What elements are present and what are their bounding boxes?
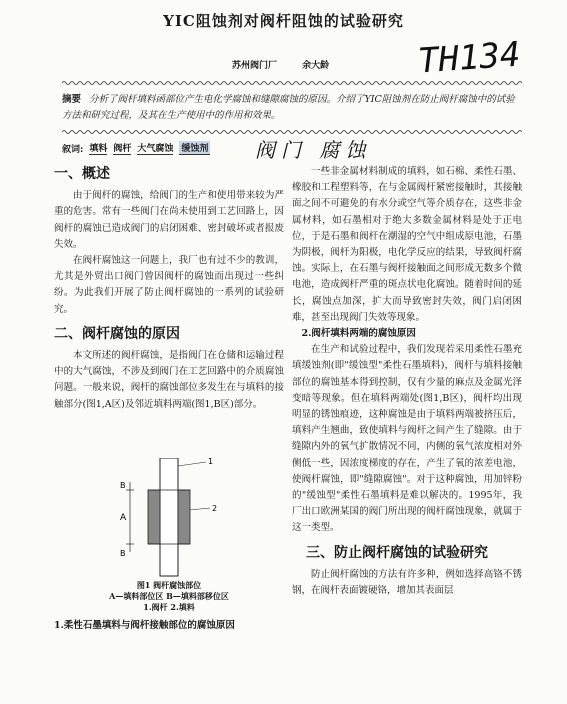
author-name: 余大龄 — [302, 61, 330, 71]
author-affiliation: 苏州阀门厂 — [232, 61, 278, 71]
subsection-heading: 2.阀杆填料两端的腐蚀原因 — [301, 328, 416, 340]
figure-caption-legend: A—填料部位区 B—填料部移位区 — [109, 591, 229, 601]
keyword: 大气腐蚀 — [137, 141, 173, 155]
author-line — [232, 58, 351, 71]
left-column — [54, 166, 284, 413]
keyword-highlighted: 缓蚀剂 — [179, 141, 210, 155]
paragraph: 防止阀杆腐蚀的方法有许多种，例如选择高铬不锈钢，在阀杆表面镀硬铬，增加其表面层 — [292, 568, 522, 597]
paragraph: 在生产和试验过程中，我们发现若采用柔性石墨充填缓蚀剂(即"缓蚀型"柔性石墨填料)，阀杆与填料接触部位的腐蚀基本得到控制，仅有少量的麻点及金属光泽变暗等现象。但在填料两端处(图1,B区)，阀杆均出现明显的锈蚀痕迹，这种腐蚀是由于填料两端被挤压后，填料产生翘曲，致使填料与阀杆之间产生了缝隙。由于缝隙内外的氧气扩散情况不同，内侧的氧气浓度相对外侧低一些，因浓度梯度的存在，产生了氧的浓差电池，使阀杆腐蚀，即"缝隙腐蚀"。对于这种腐蚀，用加锌粉的"缓蚀型"柔性石墨填料是难以解决的。1995年，我厂出口欧洲某国的阀门所出现的阀杆腐蚀现象，就属于这一类型。 — [292, 344, 522, 534]
subsection-heading: 1.柔性石墨填料与阀杆接触部位的腐蚀原因 — [54, 620, 235, 631]
section-heading: 三、防止阀杆腐蚀的试验研究 — [306, 544, 488, 561]
abstract — [62, 92, 520, 124]
keywords-label: 叙词: — [62, 144, 84, 155]
paragraph: 一些非金属材料制成的填料，如石棉、柔性石墨、橡胶和工程塑料等，在与金属阀杆紧密接触时，其接触面之间不可避免的有水分或空气等介质存在，这些非金属材料，如石墨相对于绝大多数金属材料是处于正电位，于是石墨和阀杆在潮湿的空气中组成原电池，石墨为阴极，阀杆为阳极，电化学反应的结果，导致阀杆腐蚀。实际上，在石墨与阀杆接触面之间形成无数多个微电池，造成阀杆严重的斑点状电化腐蚀。随着时间的延长，腐蚀点加深，扩大而导致密封失效，阀门启闭困难，甚至出现阀门失效等现象。 — [292, 166, 522, 323]
figure-label-b-top: B — [120, 481, 126, 490]
keywords-line — [62, 141, 210, 155]
abstract-label: 摘要 — [62, 94, 82, 105]
wavy-divider-top — [62, 80, 522, 86]
paragraph: 本文所述的阀杆腐蚀，是指阀门在仓储和运输过程中的大气腐蚀，不涉及到阀门在工艺回路中的介质腐蚀问题。一般来说，阀杆的腐蚀部位多发生在与填料的接触部分(图1,A区)及邻近填料两端(图1,B区)部分。 — [54, 350, 284, 410]
figure-valve-stem — [120, 458, 230, 578]
keyword: 阀杆 — [113, 141, 131, 155]
figure-caption-title: 图1 阀杆腐蚀部位 — [136, 580, 202, 590]
figure-label-a: A — [120, 513, 127, 523]
section-heading: 二、阀杆腐蚀的原因 — [54, 325, 180, 342]
figure-label-2: 2 — [212, 504, 218, 513]
handwritten-keywords: 阀门 腐蚀 — [255, 138, 372, 162]
figure-caption-legend: 1.阀杆 2.填料 — [143, 602, 195, 612]
right-column — [292, 164, 522, 599]
keyword: 填料 — [89, 141, 107, 155]
paper-title: YIC阻蚀剂对阀杆阻蚀的试验研究 — [163, 12, 404, 30]
figure-caption — [54, 580, 284, 613]
figure-label-1: 1 — [208, 458, 214, 466]
section-heading: 一、概述 — [54, 166, 110, 182]
abstract-text: 分析了阀杆填料函部位产生电化学腐蚀和缝隙腐蚀的原因。介绍了YIC阻蚀剂在防止阀杆腐蚀中的试验方法和研究过程，及其在生产使用中的作用和效果。 — [62, 94, 515, 121]
paragraph: 由于阀杆的腐蚀，给阀门的生产和使用带来较为严重的危害。常有一些阀门在尚未使用到工艺回路上，因阀杆的腐蚀已造成阀门的启闭困难、密封破坏或者报废失效。 — [54, 190, 284, 250]
figure-label-b-bottom: B — [120, 549, 126, 558]
handwritten-classification-code: TH134 — [416, 34, 522, 82]
paragraph: 在阀杆腐蚀这一问题上，我厂也有过不少的教训，尤其是外贸出口阀门曾因阀杆的腐蚀而出现过一些纠纷。为此我们开展了防止阀杆腐蚀的一系列的试验研究。 — [54, 255, 284, 315]
